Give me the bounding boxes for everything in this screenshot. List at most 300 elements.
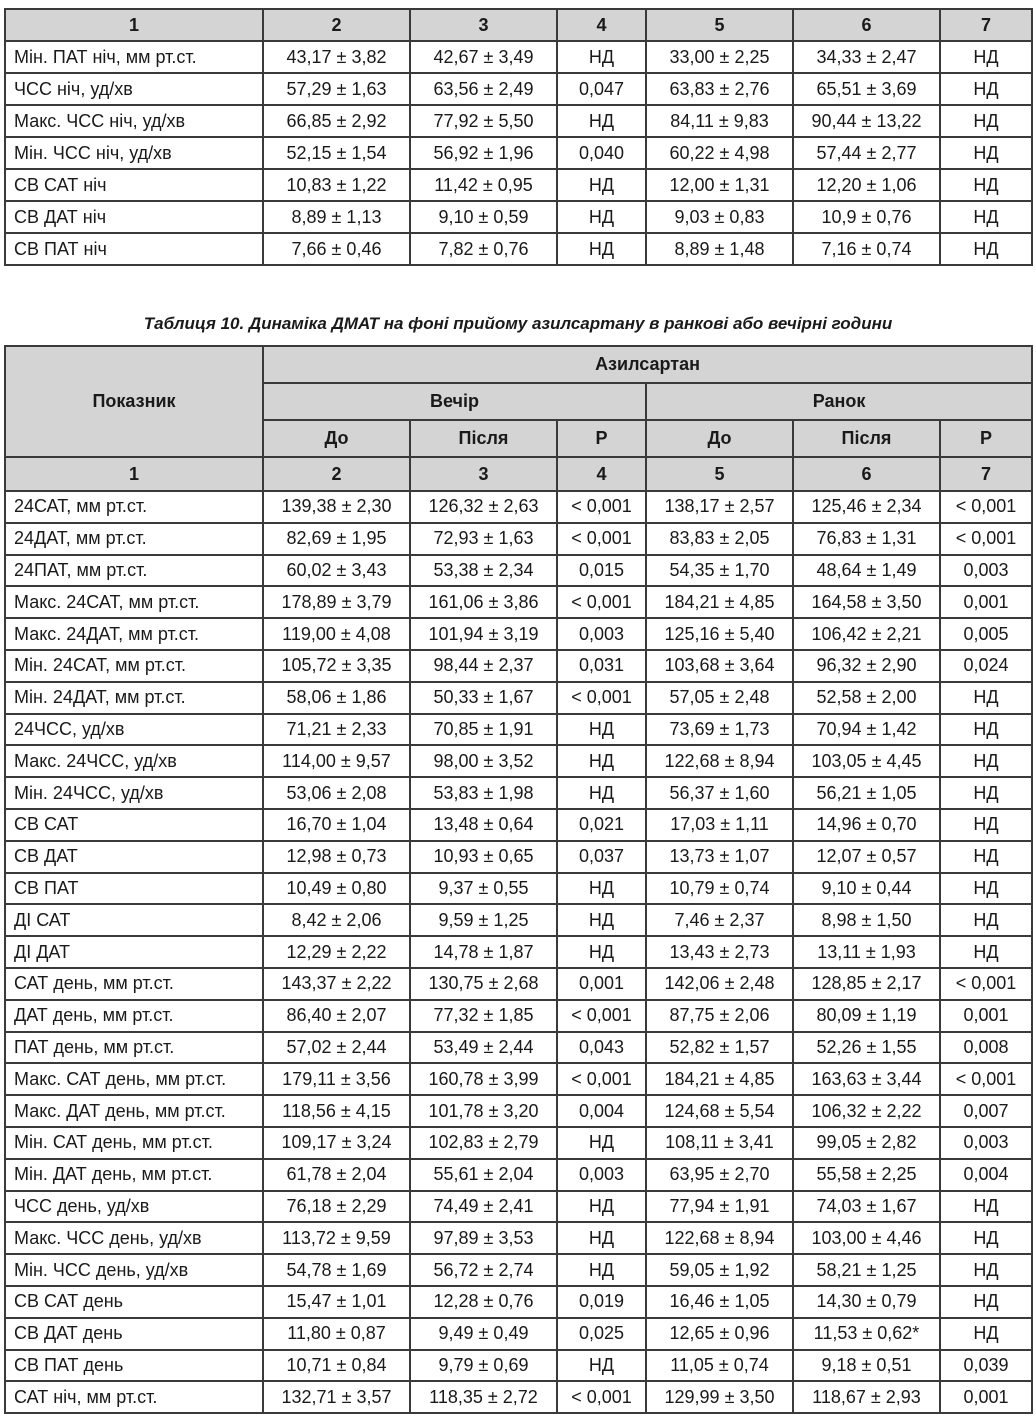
table-cell: 61,78 ± 2,04: [263, 1159, 410, 1191]
row-label: Мін. ДАТ день, мм рт.ст.: [5, 1159, 263, 1191]
table-cell: 128,85 ± 2,17: [793, 968, 940, 1000]
table-cell: 161,06 ± 3,86: [410, 586, 557, 618]
table-cell: НД: [940, 1286, 1032, 1318]
table-cell: НД: [557, 1254, 646, 1286]
table-cell: 57,02 ± 2,44: [263, 1032, 410, 1064]
table-cell: НД: [557, 169, 646, 201]
table-cell: 72,93 ± 1,63: [410, 523, 557, 555]
table-row: [5, 201, 1032, 233]
table-cell: 16,46 ± 1,05: [646, 1286, 793, 1318]
table-row: [5, 682, 1032, 714]
table-cell: < 0,001: [557, 1063, 646, 1095]
table-cell: 7,16 ± 0,74: [793, 233, 940, 265]
table-row: [5, 618, 1032, 650]
table-cell: НД: [940, 873, 1032, 905]
table-cell: 60,22 ± 4,98: [646, 137, 793, 169]
before-header: До: [646, 420, 793, 457]
table-cell: 65,51 ± 3,69: [793, 73, 940, 105]
table-cell: НД: [557, 1222, 646, 1254]
table-cell: 7,82 ± 0,76: [410, 233, 557, 265]
table-cell: < 0,001: [557, 586, 646, 618]
table-row: [5, 714, 1032, 746]
p-header: Р: [940, 420, 1032, 457]
table-row: [5, 105, 1032, 137]
table-cell: 10,71 ± 0,84: [263, 1350, 410, 1382]
table-cell: НД: [557, 714, 646, 746]
p-header: Р: [557, 420, 646, 457]
table-cell: 58,21 ± 1,25: [793, 1254, 940, 1286]
table-cell: 9,10 ± 0,44: [793, 873, 940, 905]
table-cell: < 0,001: [940, 968, 1032, 1000]
table-cell: 70,94 ± 1,42: [793, 714, 940, 746]
table-cell: 108,11 ± 3,41: [646, 1127, 793, 1159]
table-cell: НД: [557, 873, 646, 905]
table-cell: 0,025: [557, 1318, 646, 1350]
table-cell: < 0,001: [557, 682, 646, 714]
table-cell: 77,92 ± 5,50: [410, 105, 557, 137]
column-number: 1: [5, 457, 263, 491]
table-cell: 0,043: [557, 1032, 646, 1064]
table-cell: 184,21 ± 4,85: [646, 586, 793, 618]
table-cell: < 0,001: [557, 1000, 646, 1032]
table-cell: 76,83 ± 1,31: [793, 523, 940, 555]
table-row: [5, 777, 1032, 809]
table-cell: 106,42 ± 2,21: [793, 618, 940, 650]
table-cell: 0,015: [557, 555, 646, 587]
table-cell: НД: [940, 105, 1032, 137]
row-label: СВ ПАТ день: [5, 1350, 263, 1382]
table-row: [5, 1159, 1032, 1191]
table-cell: 50,33 ± 1,67: [410, 682, 557, 714]
table-cell: 9,79 ± 0,69: [410, 1350, 557, 1382]
table-cell: 143,37 ± 2,22: [263, 968, 410, 1000]
table-cell: 0,001: [940, 1381, 1032, 1413]
table-cell: 55,61 ± 2,04: [410, 1159, 557, 1191]
table-cell: 103,05 ± 4,45: [793, 745, 940, 777]
table-cell: НД: [557, 1127, 646, 1159]
table-row: [5, 169, 1032, 201]
row-label: Макс. САТ день, мм рт.ст.: [5, 1063, 263, 1095]
row-label: Макс. 24ЧСС, уд/хв: [5, 745, 263, 777]
row-label: Мін. 24ДАТ, мм рт.ст.: [5, 682, 263, 714]
row-label: Макс. ЧСС день, уд/хв: [5, 1222, 263, 1254]
table-cell: НД: [557, 105, 646, 137]
table-cell: НД: [557, 1350, 646, 1382]
table-cell: 0,024: [940, 650, 1032, 682]
indicator-header: Показник: [5, 346, 263, 457]
table-row: [5, 491, 1032, 523]
table-cell: 184,21 ± 4,85: [646, 1063, 793, 1095]
row-label: Макс. 24ДАТ, мм рт.ст.: [5, 618, 263, 650]
table-cell: 114,00 ± 9,57: [263, 745, 410, 777]
table-cell: < 0,001: [557, 1381, 646, 1413]
table-cell: 0,003: [940, 1127, 1032, 1159]
morning-header: Ранок: [646, 383, 1032, 420]
table-cell: < 0,001: [557, 523, 646, 555]
table-cell: 54,35 ± 1,70: [646, 555, 793, 587]
table-cell: 103,68 ± 3,64: [646, 650, 793, 682]
table-cell: 74,03 ± 1,67: [793, 1191, 940, 1223]
table-cell: 10,79 ± 0,74: [646, 873, 793, 905]
table-cell: 122,68 ± 8,94: [646, 1222, 793, 1254]
row-label: Мін. ЧСС день, уд/хв: [5, 1254, 263, 1286]
table-cell: 10,9 ± 0,76: [793, 201, 940, 233]
table-cell: 12,98 ± 0,73: [263, 841, 410, 873]
table-cell: 80,09 ± 1,19: [793, 1000, 940, 1032]
table-cell: 11,80 ± 0,87: [263, 1318, 410, 1350]
table-cell: 118,56 ± 4,15: [263, 1095, 410, 1127]
row-label: ДІ САТ: [5, 904, 263, 936]
table-row: [5, 1286, 1032, 1318]
table-cell: 142,06 ± 2,48: [646, 968, 793, 1000]
table-cell: 0,047: [557, 73, 646, 105]
row-label: Мін. 24ЧСС, уд/хв: [5, 777, 263, 809]
table-cell: < 0,001: [940, 523, 1032, 555]
table-cell: НД: [557, 936, 646, 968]
table-10-body: [5, 491, 1032, 1413]
table-cell: 9,49 ± 0,49: [410, 1318, 557, 1350]
table-cell: 15,47 ± 1,01: [263, 1286, 410, 1318]
table-cell: 74,49 ± 2,41: [410, 1191, 557, 1223]
table-cell: 0,008: [940, 1032, 1032, 1064]
column-number: 2: [263, 9, 410, 41]
table-cell: 97,89 ± 3,53: [410, 1222, 557, 1254]
table-cell: 56,92 ± 1,96: [410, 137, 557, 169]
row-label: СВ САТ день: [5, 1286, 263, 1318]
table-cell: 52,15 ± 1,54: [263, 137, 410, 169]
table-cell: < 0,001: [940, 491, 1032, 523]
table-row: [5, 968, 1032, 1000]
table-cell: 0,021: [557, 809, 646, 841]
column-number: 3: [410, 9, 557, 41]
row-label: СВ ПАТ ніч: [5, 233, 263, 265]
table-cell: 77,94 ± 1,91: [646, 1191, 793, 1223]
table-cell: 58,06 ± 1,86: [263, 682, 410, 714]
table-cell: 14,30 ± 0,79: [793, 1286, 940, 1318]
table-cell: 71,21 ± 2,33: [263, 714, 410, 746]
table-cell: 13,48 ± 0,64: [410, 809, 557, 841]
table-cell: 118,35 ± 2,72: [410, 1381, 557, 1413]
table-cell: 105,72 ± 3,35: [263, 650, 410, 682]
table-cell: 0,003: [557, 618, 646, 650]
table-row: [5, 1381, 1032, 1413]
table-row: [5, 1350, 1032, 1382]
row-label: Мін. ПАТ ніч, мм рт.ст.: [5, 41, 263, 73]
table-cell: 63,83 ± 2,76: [646, 73, 793, 105]
table-cell: 17,03 ± 1,11: [646, 809, 793, 841]
table-row: [5, 555, 1032, 587]
table-row: [5, 233, 1032, 265]
table-cell: НД: [940, 745, 1032, 777]
table-cell: 129,99 ± 3,50: [646, 1381, 793, 1413]
table-cell: < 0,001: [940, 1063, 1032, 1095]
table-cell: НД: [557, 904, 646, 936]
table-cell: 102,83 ± 2,79: [410, 1127, 557, 1159]
row-label: СВ САТ ніч: [5, 169, 263, 201]
table-cell: 126,32 ± 2,63: [410, 491, 557, 523]
continued-table: [4, 8, 1033, 266]
column-number: 5: [646, 9, 793, 41]
table-row: [5, 1063, 1032, 1095]
row-label: 24ЧСС, уд/хв: [5, 714, 263, 746]
column-number-row: [5, 457, 1032, 491]
table-cell: 9,59 ± 1,25: [410, 904, 557, 936]
table-cell: 125,46 ± 2,34: [793, 491, 940, 523]
row-label: Макс. ДАТ день, мм рт.ст.: [5, 1095, 263, 1127]
table-cell: НД: [940, 777, 1032, 809]
table-cell: 99,05 ± 2,82: [793, 1127, 940, 1159]
column-number: 6: [793, 9, 940, 41]
table-cell: 63,56 ± 2,49: [410, 73, 557, 105]
table-cell: 7,46 ± 2,37: [646, 904, 793, 936]
column-number: 7: [940, 457, 1032, 491]
table-cell: 13,43 ± 2,73: [646, 936, 793, 968]
before-header: До: [263, 420, 410, 457]
table-cell: НД: [940, 1222, 1032, 1254]
row-label: СВ ПАТ: [5, 873, 263, 905]
after-header: Після: [410, 420, 557, 457]
table-cell: 122,68 ± 8,94: [646, 745, 793, 777]
table-cell: 43,17 ± 3,82: [263, 41, 410, 73]
table-cell: 12,00 ± 1,31: [646, 169, 793, 201]
table-cell: НД: [940, 936, 1032, 968]
row-label: Макс. ЧСС ніч, уд/хв: [5, 105, 263, 137]
column-number-row: [5, 9, 1032, 41]
table-cell: НД: [940, 233, 1032, 265]
table-row: [5, 586, 1032, 618]
table-cell: 13,11 ± 1,93: [793, 936, 940, 968]
after-header: Після: [793, 420, 940, 457]
column-number: 6: [793, 457, 940, 491]
table-cell: 55,58 ± 2,25: [793, 1159, 940, 1191]
table-cell: НД: [940, 41, 1032, 73]
table-cell: НД: [940, 169, 1032, 201]
table-row: [5, 841, 1032, 873]
table-cell: 125,16 ± 5,40: [646, 618, 793, 650]
row-label: Мін. ЧСС ніч, уд/хв: [5, 137, 263, 169]
row-label: ЧСС день, уд/хв: [5, 1191, 263, 1223]
table-row: [5, 523, 1032, 555]
row-label: Макс. 24САТ, мм рт.ст.: [5, 586, 263, 618]
table-cell: 0,003: [940, 555, 1032, 587]
table-cell: 53,83 ± 1,98: [410, 777, 557, 809]
table-cell: 132,71 ± 3,57: [263, 1381, 410, 1413]
table-cell: НД: [940, 73, 1032, 105]
table-row: [5, 1127, 1032, 1159]
table-cell: 0,007: [940, 1095, 1032, 1127]
column-number: 7: [940, 9, 1032, 41]
table-cell: 33,00 ± 2,25: [646, 41, 793, 73]
table-cell: 52,82 ± 1,57: [646, 1032, 793, 1064]
table-cell: НД: [557, 745, 646, 777]
table-cell: 0,039: [940, 1350, 1032, 1382]
table-row: [5, 73, 1032, 105]
table-row: [5, 1254, 1032, 1286]
table-cell: 60,02 ± 3,43: [263, 555, 410, 587]
table-row: [5, 1222, 1032, 1254]
table-cell: 12,28 ± 0,76: [410, 1286, 557, 1318]
table-cell: 96,32 ± 2,90: [793, 650, 940, 682]
table-cell: 12,65 ± 0,96: [646, 1318, 793, 1350]
row-label: СВ ДАТ день: [5, 1318, 263, 1350]
table-cell: 13,73 ± 1,07: [646, 841, 793, 873]
table-cell: 0,001: [940, 586, 1032, 618]
table-cell: 10,93 ± 0,65: [410, 841, 557, 873]
table-cell: 16,70 ± 1,04: [263, 809, 410, 841]
table-cell: 12,07 ± 0,57: [793, 841, 940, 873]
table-row: [5, 41, 1032, 73]
table-cell: 8,89 ± 1,48: [646, 233, 793, 265]
continued-table-body: [5, 41, 1032, 265]
table-cell: 14,78 ± 1,87: [410, 936, 557, 968]
header-row-drug: [5, 346, 1032, 383]
row-label: ЧСС ніч, уд/хв: [5, 73, 263, 105]
table-cell: 164,58 ± 3,50: [793, 586, 940, 618]
evening-header: Вечір: [263, 383, 646, 420]
row-label: 24ДАТ, мм рт.ст.: [5, 523, 263, 555]
table-cell: 101,78 ± 3,20: [410, 1095, 557, 1127]
table-row: [5, 650, 1032, 682]
table-cell: 0,040: [557, 137, 646, 169]
table-cell: 73,69 ± 1,73: [646, 714, 793, 746]
table-cell: НД: [940, 809, 1032, 841]
table-cell: 119,00 ± 4,08: [263, 618, 410, 650]
table-cell: 130,75 ± 2,68: [410, 968, 557, 1000]
table-cell: НД: [557, 201, 646, 233]
table-row: [5, 137, 1032, 169]
column-number: 4: [557, 457, 646, 491]
table-cell: 10,83 ± 1,22: [263, 169, 410, 201]
table-row: [5, 873, 1032, 905]
table-cell: 109,17 ± 3,24: [263, 1127, 410, 1159]
column-number: 2: [263, 457, 410, 491]
table-cell: 76,18 ± 2,29: [263, 1191, 410, 1223]
table-cell: 160,78 ± 3,99: [410, 1063, 557, 1095]
table-row: [5, 1191, 1032, 1223]
table-cell: 11,05 ± 0,74: [646, 1350, 793, 1382]
table-10: [4, 345, 1033, 1414]
table-cell: НД: [557, 1191, 646, 1223]
table-cell: НД: [557, 777, 646, 809]
table-cell: НД: [940, 1191, 1032, 1223]
table-cell: 48,64 ± 1,49: [793, 555, 940, 587]
column-number: 4: [557, 9, 646, 41]
table-cell: 0,005: [940, 618, 1032, 650]
table-cell: 87,75 ± 2,06: [646, 1000, 793, 1032]
table-cell: 63,95 ± 2,70: [646, 1159, 793, 1191]
table-cell: 12,20 ± 1,06: [793, 169, 940, 201]
table-cell: 52,26 ± 1,55: [793, 1032, 940, 1064]
table-cell: НД: [940, 201, 1032, 233]
table-cell: 90,44 ± 13,22: [793, 105, 940, 137]
table-cell: 138,17 ± 2,57: [646, 491, 793, 523]
table-cell: 82,69 ± 1,95: [263, 523, 410, 555]
table-cell: 86,40 ± 2,07: [263, 1000, 410, 1032]
table-cell: 178,89 ± 3,79: [263, 586, 410, 618]
table-cell: 84,11 ± 9,83: [646, 105, 793, 137]
table-cell: 54,78 ± 1,69: [263, 1254, 410, 1286]
table-cell: 56,21 ± 1,05: [793, 777, 940, 809]
table-cell: НД: [940, 682, 1032, 714]
table-row: [5, 1032, 1032, 1064]
table-cell: 9,18 ± 0,51: [793, 1350, 940, 1382]
row-label: СВ ДАТ ніч: [5, 201, 263, 233]
table-cell: 0,004: [940, 1159, 1032, 1191]
table-cell: 56,37 ± 1,60: [646, 777, 793, 809]
row-label: ПАТ день, мм рт.ст.: [5, 1032, 263, 1064]
table-cell: 163,63 ± 3,44: [793, 1063, 940, 1095]
table-cell: 101,94 ± 3,19: [410, 618, 557, 650]
table-row: [5, 1318, 1032, 1350]
table-cell: 124,68 ± 5,54: [646, 1095, 793, 1127]
table-cell: 66,85 ± 2,92: [263, 105, 410, 137]
row-label: САТ день, мм рт.ст.: [5, 968, 263, 1000]
table-cell: НД: [557, 41, 646, 73]
row-label: Мін. САТ день, мм рт.ст.: [5, 1127, 263, 1159]
table-cell: 53,06 ± 2,08: [263, 777, 410, 809]
table-cell: 0,037: [557, 841, 646, 873]
table-cell: 53,49 ± 2,44: [410, 1032, 557, 1064]
table-cell: НД: [940, 137, 1032, 169]
table-cell: 10,49 ± 0,80: [263, 873, 410, 905]
table-cell: НД: [557, 233, 646, 265]
table-cell: НД: [940, 714, 1032, 746]
table-cell: НД: [940, 1318, 1032, 1350]
table-cell: 103,00 ± 4,46: [793, 1222, 940, 1254]
row-label: ДАТ день, мм рт.ст.: [5, 1000, 263, 1032]
table-cell: 57,29 ± 1,63: [263, 73, 410, 105]
table-cell: 0,019: [557, 1286, 646, 1318]
table-cell: 8,89 ± 1,13: [263, 201, 410, 233]
drug-header: Азилсартан: [263, 346, 1032, 383]
table-cell: 9,10 ± 0,59: [410, 201, 557, 233]
table-cell: 11,53 ± 0,62*: [793, 1318, 940, 1350]
table-cell: 179,11 ± 3,56: [263, 1063, 410, 1095]
row-label: 24ПАТ, мм рт.ст.: [5, 555, 263, 587]
table-row: [5, 904, 1032, 936]
table-cell: 83,83 ± 2,05: [646, 523, 793, 555]
table-cell: 98,44 ± 2,37: [410, 650, 557, 682]
table-cell: 57,44 ± 2,77: [793, 137, 940, 169]
column-number: 1: [5, 9, 263, 41]
table-cell: 0,031: [557, 650, 646, 682]
table-cell: 11,42 ± 0,95: [410, 169, 557, 201]
table-cell: 53,38 ± 2,34: [410, 555, 557, 587]
column-number: 5: [646, 457, 793, 491]
table-cell: 7,66 ± 0,46: [263, 233, 410, 265]
table-cell: 56,72 ± 2,74: [410, 1254, 557, 1286]
table-cell: НД: [940, 841, 1032, 873]
table-caption: Таблиця 10. Динаміка ДМАТ на фоні прийому азилсартану в ранкові або вечірні години: [143, 314, 893, 333]
table-cell: 106,32 ± 2,22: [793, 1095, 940, 1127]
table-cell: 34,33 ± 2,47: [793, 41, 940, 73]
table-cell: 8,42 ± 2,06: [263, 904, 410, 936]
table-cell: 9,03 ± 0,83: [646, 201, 793, 233]
table-cell: 139,38 ± 2,30: [263, 491, 410, 523]
row-label: САТ ніч, мм рт.ст.: [5, 1381, 263, 1413]
row-label: Мін. 24САТ, мм рт.ст.: [5, 650, 263, 682]
table-cell: 0,001: [940, 1000, 1032, 1032]
table-cell: 77,32 ± 1,85: [410, 1000, 557, 1032]
table-row: [5, 745, 1032, 777]
table-cell: 12,29 ± 2,22: [263, 936, 410, 968]
table-row: [5, 809, 1032, 841]
table-row: [5, 936, 1032, 968]
table-cell: 14,96 ± 0,70: [793, 809, 940, 841]
table-cell: 8,98 ± 1,50: [793, 904, 940, 936]
table-cell: 9,37 ± 0,55: [410, 873, 557, 905]
table-cell: 59,05 ± 1,92: [646, 1254, 793, 1286]
